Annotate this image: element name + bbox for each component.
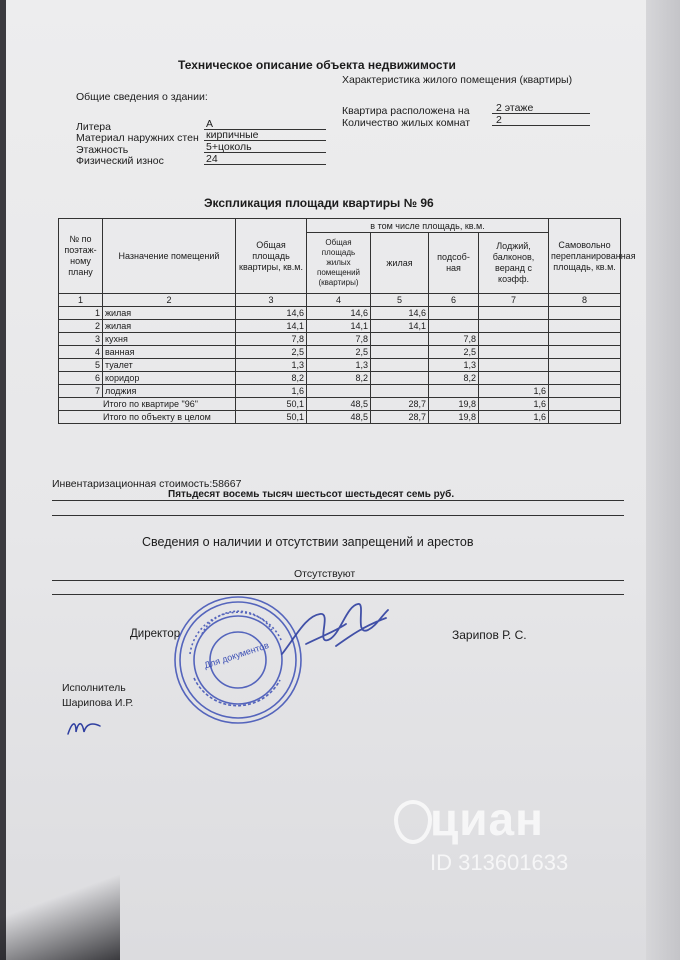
row-aux: 2,5: [429, 346, 479, 359]
cian-logo-text: циан: [430, 793, 544, 845]
row-total-living: 14,6: [307, 307, 371, 320]
col-number: 7: [479, 294, 549, 307]
cian-pin-icon: [394, 800, 432, 844]
building-label-floors: Этажность: [76, 144, 129, 156]
row-number: 5: [59, 359, 103, 372]
table-row: [59, 333, 621, 346]
building-label-litera: Литера: [76, 121, 111, 133]
row-number: 2: [59, 320, 103, 333]
row-unauthorized: [549, 307, 621, 320]
totals-name: Итого по квартире "96": [59, 398, 236, 411]
cost-in-words: Пятьдесят восемь тысяч шестьсот шестьдесят семь руб.: [168, 489, 455, 500]
table-row: [59, 346, 621, 359]
totals-aux: 19,8: [429, 398, 479, 411]
row-number: 7: [59, 385, 103, 398]
row-loggia: [479, 359, 549, 372]
table-row: [59, 372, 621, 385]
apartment-value-rooms: 2: [496, 114, 502, 126]
totals-row: [59, 398, 621, 411]
cian-listing-id: ID 313601633: [430, 850, 569, 875]
row-unauthorized: [549, 333, 621, 346]
header-auxiliary: подсоб-ная: [429, 233, 479, 294]
table-row: [59, 359, 621, 372]
header-living: жилая: [371, 233, 429, 294]
row-aux: [429, 320, 479, 333]
col-number: 6: [429, 294, 479, 307]
row-total: 7,8: [236, 333, 307, 346]
apartment-label-rooms: Количество жилых комнат: [342, 117, 471, 129]
row-aux: [429, 307, 479, 320]
director-name: Зарипов Р. С.: [452, 628, 527, 642]
executor-name: Шарипова И.Р.: [62, 697, 134, 709]
building-label-material: Материал наружних стен: [76, 132, 199, 144]
document-page: [6, 0, 674, 960]
header-unauthorized: Самовольно перепланированная площадь, кв.м.: [549, 219, 621, 294]
building-value-floors: 5+цоколь: [206, 141, 252, 153]
apartment-label-floor: Квартира расположена на: [342, 105, 470, 117]
row-unauthorized: [549, 359, 621, 372]
cost-value: 58667: [212, 478, 242, 490]
row-aux: 7,8: [429, 333, 479, 346]
table-row: [59, 307, 621, 320]
header-group: в том числе площадь, кв.м.: [307, 219, 549, 233]
row-total-living: 2,5: [307, 346, 371, 359]
row-loggia: [479, 333, 549, 346]
director-label: Директор: [130, 628, 181, 640]
totals-unauthorized: [549, 398, 621, 411]
row-total: 1,6: [236, 385, 307, 398]
col-number: 2: [103, 294, 236, 307]
director-signature-mark: [276, 596, 396, 662]
apartment-heading: Характеристика жилого помещения (квартиры): [342, 74, 573, 86]
totals-row: [59, 411, 621, 424]
totals-loggia: 1,6: [479, 411, 549, 424]
row-total: 14,1: [236, 320, 307, 333]
totals-total-living: 48,5: [307, 411, 371, 424]
row-unauthorized: [549, 346, 621, 359]
row-loggia: [479, 372, 549, 385]
row-name: лоджия: [103, 385, 236, 398]
row-total-living: 7,8: [307, 333, 371, 346]
row-number: 6: [59, 372, 103, 385]
header-loggia: Лоджий, балконов, веранд с коэфф.: [479, 233, 549, 294]
row-total-living: 14,1: [307, 320, 371, 333]
executor-label: Исполнитель: [62, 682, 126, 694]
row-number: 3: [59, 333, 103, 346]
totals-living: 28,7: [371, 411, 429, 424]
restrictions-value: Отсутствуют: [294, 568, 356, 580]
row-name: жилая: [103, 320, 236, 333]
header-total-living: Общая площадь жилых помещений (квартиры): [307, 233, 371, 294]
header-num: № по поэтаж-ному плану: [59, 219, 103, 294]
row-total: 1,3: [236, 359, 307, 372]
row-unauthorized: [549, 320, 621, 333]
totals-unauthorized: [549, 411, 621, 424]
row-number: 1: [59, 307, 103, 320]
page-fold-shadow: [646, 0, 680, 960]
header-total: Общая площадь квартиры, кв.м.: [236, 219, 307, 294]
row-name: ванная: [103, 346, 236, 359]
header-purpose: Назначение помещений: [103, 219, 236, 294]
photo-shadow: [0, 860, 120, 960]
totals-name: Итого по объекту в целом: [59, 411, 236, 424]
row-unauthorized: [549, 372, 621, 385]
col-number: 8: [549, 294, 621, 307]
row-total-living: 1,3: [307, 359, 371, 372]
totals-total-living: 48,5: [307, 398, 371, 411]
col-number: 3: [236, 294, 307, 307]
apartment-value-floor: 2 этаже: [496, 102, 534, 114]
row-living: 14,6: [371, 307, 429, 320]
row-living: [371, 346, 429, 359]
row-name: коридор: [103, 372, 236, 385]
explication-table: [58, 218, 636, 424]
totals-aux: 19,8: [429, 411, 479, 424]
row-loggia: [479, 346, 549, 359]
totals-total: 50,1: [236, 411, 307, 424]
building-label-wear: Физический износ: [76, 155, 164, 167]
row-loggia: [479, 307, 549, 320]
cost-label: Инвентаризационная стоимость:: [52, 478, 213, 490]
building-value-litera: А: [206, 118, 214, 130]
building-value-wear: 24: [206, 153, 218, 165]
row-total: 2,5: [236, 346, 307, 359]
explication-title: Экспликация площади квартиры № 96: [204, 196, 434, 210]
row-total: 8,2: [236, 372, 307, 385]
totals-total: 50,1: [236, 398, 307, 411]
document-title: Техническое описание объекта недвижимости: [178, 58, 456, 72]
row-living: [371, 359, 429, 372]
row-living: [371, 385, 429, 398]
row-name: туалет: [103, 359, 236, 372]
building-heading: Общие сведения о здании:: [76, 91, 208, 103]
col-number: 4: [307, 294, 371, 307]
column-numbers-row: [59, 294, 621, 307]
restrictions-heading: Сведения о наличии и отсутствии запрещений и арестов: [142, 535, 474, 549]
row-total: 14,6: [236, 307, 307, 320]
row-loggia: [479, 320, 549, 333]
executor-signature-mark: [66, 716, 106, 738]
row-living: 14,1: [371, 320, 429, 333]
row-name: жилая: [103, 307, 236, 320]
stamp-center-text: Для документов: [202, 640, 271, 671]
row-number: 4: [59, 346, 103, 359]
row-loggia: 1,6: [479, 385, 549, 398]
table-row: [59, 320, 621, 333]
row-total-living: 8,2: [307, 372, 371, 385]
building-value-material: кирпичные: [206, 129, 259, 141]
row-name: кухня: [103, 333, 236, 346]
row-unauthorized: [549, 385, 621, 398]
row-living: [371, 372, 429, 385]
row-aux: [429, 385, 479, 398]
totals-living: 28,7: [371, 398, 429, 411]
col-number: 5: [371, 294, 429, 307]
table-row: [59, 385, 621, 398]
totals-loggia: 1,6: [479, 398, 549, 411]
row-total-living: [307, 385, 371, 398]
col-number: 1: [59, 294, 103, 307]
row-aux: 1,3: [429, 359, 479, 372]
row-aux: 8,2: [429, 372, 479, 385]
row-living: [371, 333, 429, 346]
